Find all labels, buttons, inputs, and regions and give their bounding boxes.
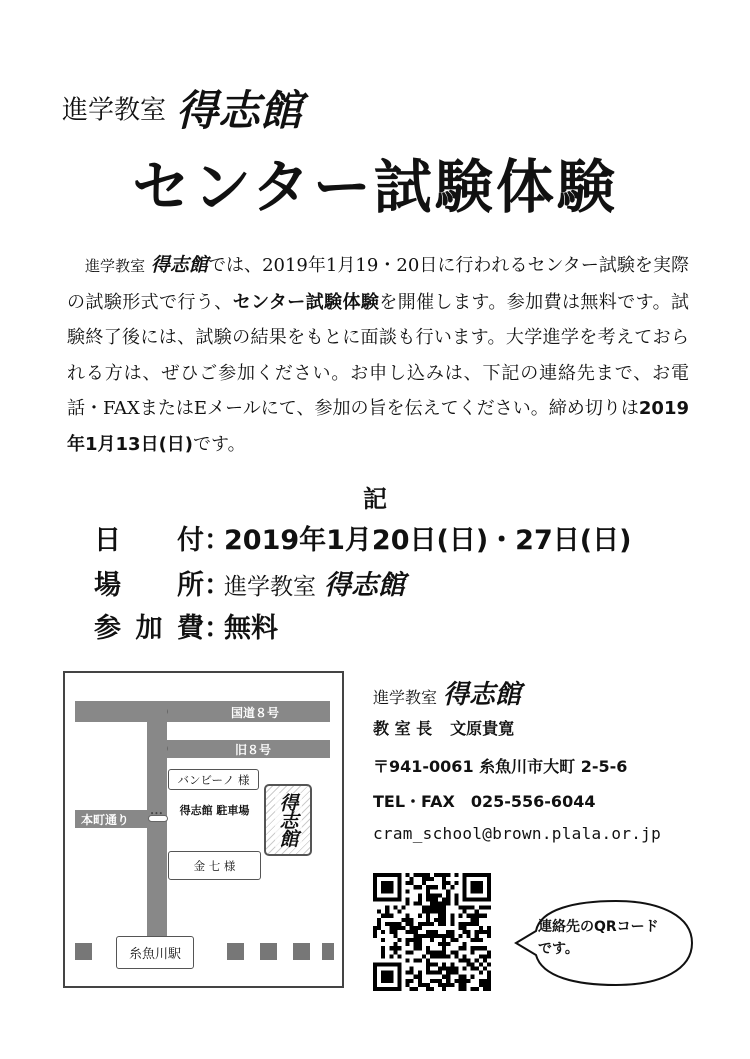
honmachi-label: 本町通り — [81, 813, 130, 827]
date-label: 日付 — [94, 525, 204, 556]
body-part1: では、2019年1月19・20日に行われるセンター試験を実際の試験形式で行う、 — [67, 255, 689, 313]
route8-label: 国道８号 — [231, 706, 280, 720]
header-prefix: 進学教室 — [62, 95, 167, 126]
detail-fee — [94, 606, 278, 645]
qr-note: 連絡先のQRコードです。 — [538, 919, 659, 957]
place-prefix: 進学教室 — [224, 574, 316, 600]
detail-place — [94, 563, 405, 602]
director-name: 文原貴寛 — [450, 719, 515, 738]
body-part2: を開催します。参加費は無料です。試験終了後には、試験の結果をもとに面談も行います。大学進学を考えておられる方は、ぜひご参加ください。お申し込みは、下記の連絡先まで、お電話・FAXまたはEメールにて、参加の旨を伝えてください。締め切りは — [67, 291, 690, 419]
contact-school-name: 得志館 — [443, 680, 522, 710]
road-route8 — [75, 701, 330, 722]
banbino-building: バンビーノ 様 — [168, 769, 259, 790]
place-school: 得志館 — [324, 570, 405, 601]
fee-value: 無料 — [224, 613, 278, 644]
contact-director — [373, 716, 514, 739]
contact-email: cram_school@brown.plala.or.jp — [373, 824, 662, 843]
body-highlight: センター試験体験 — [232, 291, 380, 313]
body-part3: です。 — [193, 433, 246, 455]
old8-label: 旧８号 — [235, 743, 272, 757]
header — [62, 78, 302, 138]
traffic-signal-icon — [148, 815, 168, 822]
kinshichi-building: 金 七 様 — [168, 851, 261, 880]
contact-tel-fax: TEL・FAX 025-556-6044 — [373, 792, 596, 811]
contact-address: 〒941-0061 糸魚川市大町 2-5-6 — [373, 757, 628, 776]
director-label: 教 室 長 — [373, 719, 433, 738]
qr-code-icon — [373, 873, 491, 991]
school-building — [264, 784, 312, 856]
date-colon: ： — [204, 525, 231, 556]
ki-heading: 記 — [363, 485, 387, 513]
station-building: 糸魚川駅 — [116, 936, 194, 969]
contact-school — [373, 674, 521, 711]
page-title: センター試験体験 — [132, 153, 618, 221]
body-school-prefix: 進学教室 — [85, 257, 146, 275]
header-school-name: 得志館 — [176, 86, 303, 135]
fee-colon: ： — [204, 613, 231, 644]
body-paragraph — [67, 248, 689, 462]
parking-area: 得志館 駐車場 — [168, 798, 261, 822]
place-colon: ： — [204, 570, 231, 601]
date-value: 2019年1月20日(日)・27日(日) — [224, 525, 632, 556]
contact-school-prefix: 進学教室 — [373, 688, 438, 707]
access-map — [63, 671, 344, 988]
fee-label: 参加費 — [94, 613, 204, 644]
place-label: 場所 — [94, 570, 204, 601]
body-deadline: 2019年1月13日(日) — [67, 398, 689, 455]
school-building-label: 得志館 — [275, 793, 302, 847]
body-school-name: 得志館 — [150, 254, 208, 276]
detail-date — [94, 518, 631, 557]
